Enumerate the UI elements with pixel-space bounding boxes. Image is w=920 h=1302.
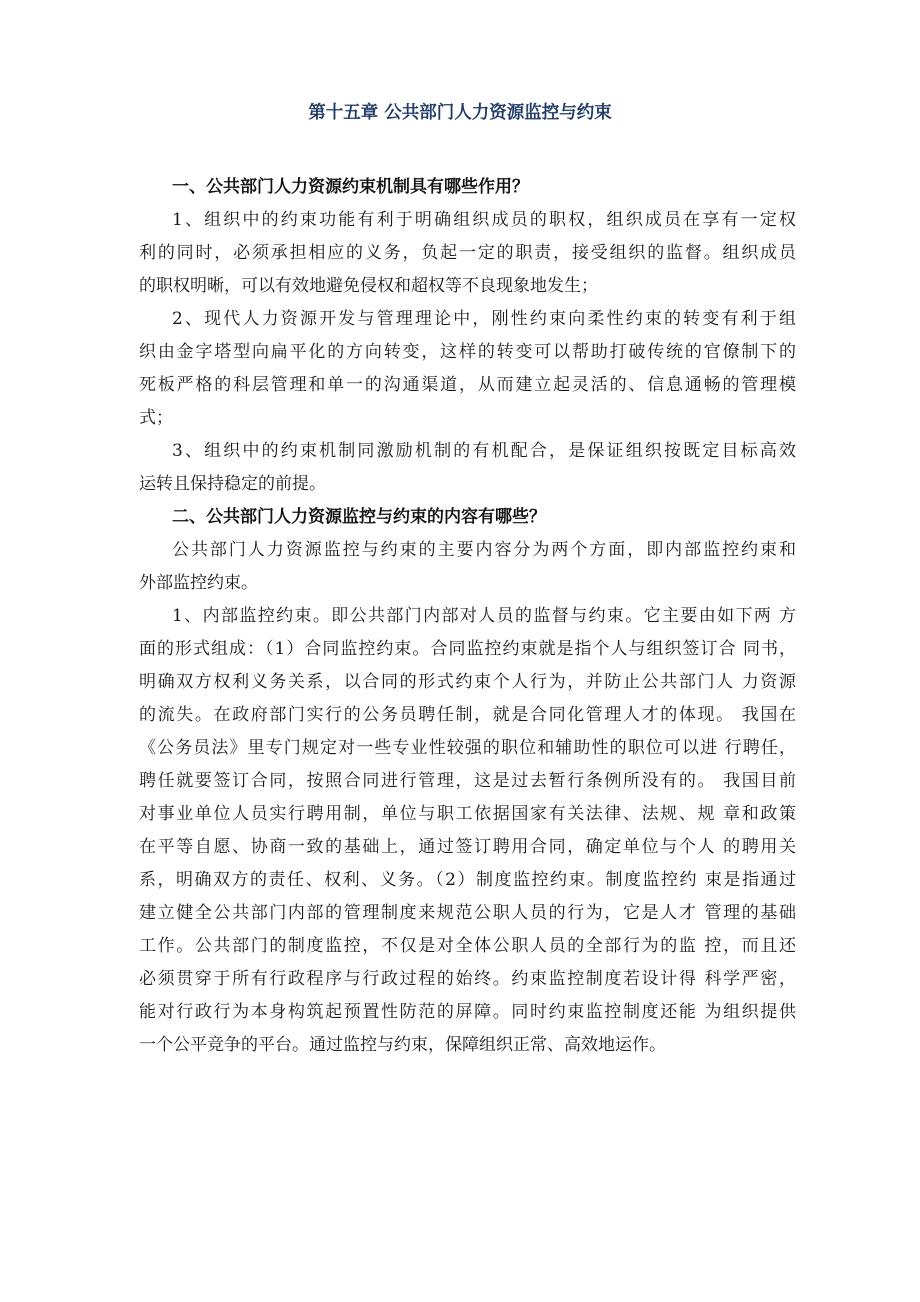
paragraph-line: 运转且保持稳定的前提。 — [139, 474, 326, 494]
document-body — [139, 171, 796, 1062]
paragraph-line: 公共部门人力资源监控与约束的主要内容分为两个方面，即内部监控约束和 — [172, 540, 796, 560]
paragraph-line: 对事业单位人员实行聘用制，单位与职工依据国家有关法律、法规、规 章和政策 — [139, 804, 796, 824]
paragraph-line: 外部监控约束。 — [139, 573, 258, 593]
section-1-paragraph-2 — [139, 303, 796, 435]
section-2-heading: 二、公共部门人力资源监控与约束的内容有哪些？ — [172, 507, 546, 527]
paragraph-line: 一个公平竞争的平台。通过监控与约束，保障组织正常、高效地运作。 — [139, 1035, 666, 1055]
paragraph-line: 《公务员法》里专门规定对一些专业性较强的职位和辅助性的职位可以进 行聘任， — [139, 738, 796, 758]
paragraph-line: 1、内部监控约束。即公共部门内部对人员的监督与约束。它主要由如下两 方 — [172, 606, 796, 626]
paragraph-line: 利的同时，必须承担相应的义务，负起一定的职责，接受组织的监督。组织成员 — [139, 243, 796, 263]
section-2-paragraph-2 — [139, 600, 796, 1062]
section-1-heading: 一、公共部门人力资源约束机制具有哪些作用？ — [172, 177, 529, 197]
paragraph-line: 能对行政行为本身构筑起预置性防范的屏障。同时约束监控制度还能 为组织提供 — [139, 1002, 796, 1022]
paragraph-line: 的流失。在政府部门实行的公务员聘任制，就是合同化管理人才的体现。 我国在 — [139, 705, 796, 725]
paragraph-line: 在平等自愿、协商一致的基础上，通过签订聘用合同，确定单位与个人 的聘用关 — [139, 837, 796, 857]
chapter-title: 第十五章 公共部门人力资源监控与约束 — [308, 103, 612, 123]
paragraph-line: 聘任就要签订合同，按照合同进行管理，这是过去暂行条例所没有的。 我国目前 — [139, 771, 796, 791]
section-1-paragraph-3 — [139, 435, 796, 501]
paragraph-line: 工作。公共部门的制度监控，不仅是对全体公职人员的全部行为的监 控，而且还 — [139, 936, 796, 956]
paragraph-line: 1、组织中的约束功能有利于明确组织成员的职权，组织成员在享有一定权 — [172, 210, 796, 230]
paragraph-line: 式； — [139, 408, 173, 428]
paragraph-line: 3、组织中的约束机制同激励机制的有机配合，是保证组织按既定目标高效 — [172, 441, 796, 461]
section-1-paragraph-1 — [139, 204, 796, 303]
paragraph-line: 2、现代人力资源开发与管理理论中，刚性约束向柔性约束的转变有利于组 — [172, 309, 796, 329]
paragraph-line: 明确双方权利义务关系，以合同的形式约束个人行为，并防止公共部门人 力资源 — [139, 672, 796, 692]
paragraph-line: 织由金字塔型向扁平化的方向转变，这样的转变可以帮助打破传统的官僚制下的 — [139, 342, 796, 362]
paragraph-line: 死板严格的科层管理和单一的沟通渠道，从而建立起灵活的、信息通畅的管理模 — [139, 375, 796, 395]
paragraph-line: 系，明确双方的责任、权利、义务。（2）制度监控约束。制度监控约 束是指通过 — [139, 870, 796, 890]
paragraph-line: 面的形式组成：（1）合同监控约束。合同监控约束就是指个人与组织签订合 同书， — [139, 639, 796, 659]
paragraph-line: 必须贯穿于所有行政程序与行政过程的始终。约束监控制度若设计得 科学严密， — [139, 969, 796, 989]
section-2-paragraph-1 — [139, 534, 796, 600]
paragraph-line: 的职权明晰，可以有效地避免侵权和超权等不良现象地发生； — [139, 276, 598, 296]
paragraph-line: 建立健全公共部门内部的管理制度来规范公职人员的行为，它是人才 管理的基础 — [139, 903, 796, 923]
